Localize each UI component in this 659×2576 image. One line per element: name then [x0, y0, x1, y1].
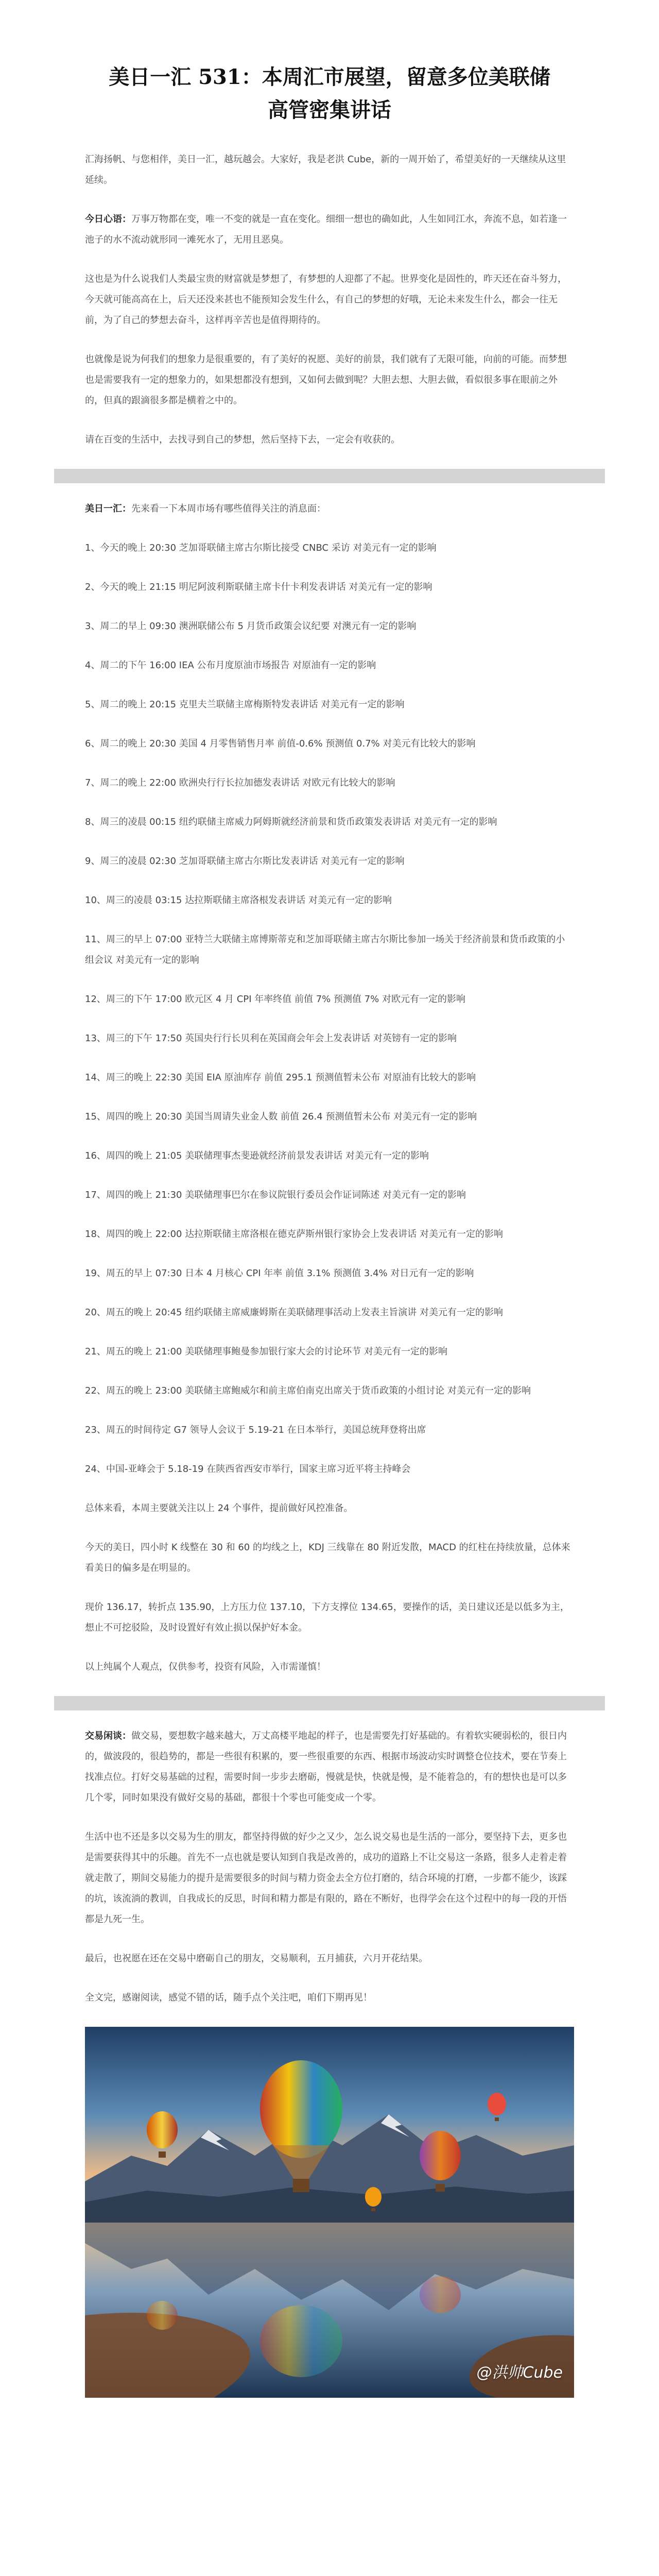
schedule-item: 20、周五的晚上 20:45 纽约联储主席威廉姆斯在美联储理事活动上发表主旨演讲 对美元有一定的影响: [85, 1307, 503, 1318]
intro-paragraph: [85, 430, 574, 450]
closing-paragraph: [85, 1726, 574, 1808]
schedule-section: [85, 499, 574, 1480]
schedule-item: 1、今天的晚上 20:30 芝加哥联储主席古尔斯比接受 CNBC 采访 对美元有一定的影响: [85, 543, 437, 553]
paragraph-lead: 交易闲谈：: [85, 1731, 131, 1741]
schedule-item: 3、周二的早上 09:30 澳洲联储公布 5 月货币政策会议纪要 对澳元有一定的影响: [85, 621, 417, 632]
schedule-item: 24、中国-亚峰会于 5.18-19 在陕西省西安市举行，国家主席习近平将主持峰会: [85, 1464, 411, 1475]
schedule-item: 7、周二的晚上 22:00 欧洲央行行长拉加德发表讲话 对欧元有比较大的影响: [85, 777, 395, 788]
closing-section: [85, 1726, 574, 2008]
closing-paragraph: [85, 1827, 574, 1930]
hot-air-balloons-image: [85, 2027, 574, 2398]
intro-paragraph: [85, 349, 574, 411]
schedule-item: 2、今天的晚上 21:15 明尼阿波利斯联储主席卡什卡利发表讲话 对美元有一定的影响: [85, 582, 432, 592]
paragraph-text: 做交易，要想数字越来越大，万丈高楼平地起的样子，也是需要先打好基础的。有着软实硬弱松的，很日内的，做波段的，很趋势的，都是一些很有积累的，要一些很重要的东西、根据市场波动实时调整仓位技术，要在节奏上找准点位。打好交易基础的过程，需要时间一步步去磨砺，慢就是快，快就是慢，是不能着急的，有的想快也是可以多几个零，同时如果没有做好交易的基础，都很十个零也可能变成一个零。: [85, 1731, 567, 1803]
summary-paragraph: [85, 1657, 574, 1677]
closing-paragraph: [85, 1988, 574, 2008]
summary-paragraph: [85, 1597, 574, 1638]
paragraph-text: 全文完，感谢阅读，感觉不错的话，随手点个关注吧，咱们下期再见！: [85, 1992, 372, 2003]
intro-paragraph: [85, 269, 574, 331]
schedule-item: 19、周五的早上 07:30 日本 4 月核心 CPI 年率 前值 3.1% 预测值 3.4% 对日元有一定的影响: [85, 1268, 474, 1279]
schedule-item: 17、周四的晚上 21:30 美联储理事巴尔在参议院银行委员会作证词陈述 对美元有一定的影响: [85, 1190, 466, 1200]
schedule-item: 22、周五的晚上 23:00 美联储主席鲍威尔和前主席伯南克出席关于货币政策的小组讨论 对美元有一定的影响: [85, 1385, 531, 1396]
paragraph-text: 以上纯属个人观点，仅供参考，投资有风险，入市需谨慎！: [85, 1662, 326, 1672]
paragraph-text: 先来看一下本周市场有哪些值得关注的消息面：: [131, 503, 326, 514]
schedule-item: 23、周五的时间待定 G7 领导人会议于 5.19-21 在日本举行，美国总统拜登将出席: [85, 1425, 426, 1435]
intro-paragraph: [85, 149, 574, 191]
schedule-item: 5、周二的晚上 20:15 克里夫兰联储主席梅斯特发表讲话 对美元有一定的影响: [85, 699, 405, 710]
schedule-item: 21、周五的晚上 21:00 美联储理事鲍曼参加银行家大会的讨论环节 对美元有一定的影响: [85, 1346, 447, 1357]
article-title: 美日一汇 531：本周汇市展望，留意多位美联储高管密集讲话: [109, 65, 550, 122]
schedule-item: 14、周三的晚上 22:30 美国 EIA 原油库存 前值 295.1 预测值暂未公布 对原油有比较大的影响: [85, 1072, 476, 1083]
section-divider: [54, 1696, 605, 1710]
schedule-item: 8、周三的凌晨 00:15 纽约联储主席威力阿姆斯就经济前景和货币政策发表讲话 对美元有一定的影响: [85, 817, 497, 827]
intro-section: [85, 149, 574, 450]
summary-section: [85, 1498, 574, 1677]
paragraph-text: 请在百变的生活中，去找寻到自己的梦想，然后坚持下去，一定会有收获的。: [85, 434, 400, 445]
schedule-item: 15、周四的晚上 20:30 美国当周请失业金人数 前值 26.4 预测值暂未公布 对美元有一定的影响: [85, 1111, 477, 1122]
paragraph-text: 总体来看，本周主要就关注以上 24 个事件，提前做好风控准备。: [85, 1503, 353, 1514]
paragraph-lead: 美日一汇：: [85, 503, 131, 514]
closing-paragraph: [85, 1948, 574, 1969]
schedule-item: 9、周三的凌晨 02:30 芝加哥联储主席古尔斯比发表讲话 对美元有一定的影响: [85, 856, 405, 867]
schedule-item: 10、周三的凌晨 03:15 达拉斯联储主席洛根发表讲话 对美元有一定的影响: [85, 895, 392, 906]
schedule-item: 18、周四的晚上 22:00 达拉斯联储主席洛根在德克萨斯州银行家协会上发表讲话 对美元有一定的影响: [85, 1229, 503, 1240]
paragraph-text: 万事万物都在变，唯一不变的就是一直在变化。细细一想也的确如此，人生如同江水，奔流不息，如若逢一池子的水不流动就形同一滩死水了，无用且恶臭。: [85, 214, 567, 245]
article-content: [85, 0, 574, 2398]
section-divider: [54, 469, 605, 483]
paragraph-text: 今天的美日，四小时 K 线整在 30 和 60 的均线之上，KDJ 三线靠在 80 附近发散，MACD 的红柱在持续放量，总体来看美日的偏多是在明显的。: [85, 1542, 570, 1573]
paragraph-text: 这也是为什么说我们人类最宝贵的财富就是梦想了，有梦想的人迎都了不起。世界变化是固性的，昨天还在奋斗努力，今天就可能高高在上，后天还没来甚也不能预知会发生什么，有自己的梦想的好哦，无论未来发生什么，都会一往无前，为了自己的梦想去奋斗，这样再辛苦也是值得期待的。: [85, 274, 567, 326]
paragraph-lead: 今日心语：: [85, 214, 131, 225]
paragraph-text: 汇海扬帆、与您相伴，美日一汇，越玩越会。大家好，我是老洪 Cube，新的一周开始了，希望美好的一天继续从这里延续。: [85, 154, 566, 185]
schedule-item: 16、周四的晚上 21:05 美联储理事杰斐逊就经济前景发表讲话 对美元有一定的影响: [85, 1150, 429, 1161]
landscape-illustration: [85, 2027, 574, 2398]
foothills: [85, 2187, 574, 2223]
summary-paragraph: [85, 1498, 574, 1519]
schedule-item: 11、周三的早上 07:00 亚特兰大联储主席博斯蒂克和芝加哥联储主席古尔斯比参加一场关于经济前景和货币政策的小组会议 对美元有一定的影响: [85, 934, 565, 965]
schedule-item: 12、周三的下午 17:00 欧元区 4 月 CPI 年率终值 前值 7% 预测值 7% 对欧元有一定的影响: [85, 994, 466, 1005]
intro-paragraph: [85, 209, 574, 250]
schedule-item: 6、周二的晚上 20:30 美国 4 月零售销售月率 前值-0.6% 预测值 0.7% 对美元有比较大的影响: [85, 738, 476, 749]
watermark-text: @洪帅Cube: [476, 2364, 563, 2382]
schedule-intro: [85, 499, 574, 519]
paragraph-text: 也就像是说为何我们的想象力是很重要的，有了美好的祝愿、美好的前景，我们就有了无限可能，向前的可能。而梦想也是需要我有一定的想象力的，如果想都没有想到，又如何去做到呢？大胆去想、大胆去做，看似很多事在眼前之外的，但真的跟滴很多都是横着之中的。: [85, 354, 567, 406]
schedule-item: 4、周二的下午 16:00 IEA 公布月度原油市场报告 对原油有一定的影响: [85, 660, 376, 671]
paragraph-text: 最后，也祝愿在还在交易中磨砺自己的朋友，交易顺利，五月捕获，六月开花结果。: [85, 1953, 428, 1964]
summary-paragraph: [85, 1537, 574, 1579]
paragraph-text: 现价 136.17，转折点 135.90，上方压力位 137.10，下方支撑位 134.65，要操作的话，美日建议还是以低多为主，想止不可挖驳险，及时设置好有效止损以保护好本金。: [85, 1602, 569, 1633]
schedule-item: 13、周三的下午 17:50 英国央行行长贝利在英国商会年会上发表讲话 对英镑有一定的影响: [85, 1033, 457, 1044]
paragraph-text: 生活中也不还是多以交易为生的朋友，都坚持得做的好少之又少，怎么说交易也是生活的一部分，要坚持下去，更多也是需要获得其中的乐趣。首先不一点也就是要认知到自我是改善的，成功的道路上不让交易这一条路，很多人走着走着就走散了，期间交易能力的提升是需要很多的时间与精力资金去全方位打磨的，结合环境的打磨，一步都不能少，该踩的坑，该流淌的教训，自我成长的反思，时间和精力都是有限的，路在不断好，也得学会在这个过程中的每一段的开悟都是九死一生。: [85, 1832, 567, 1925]
